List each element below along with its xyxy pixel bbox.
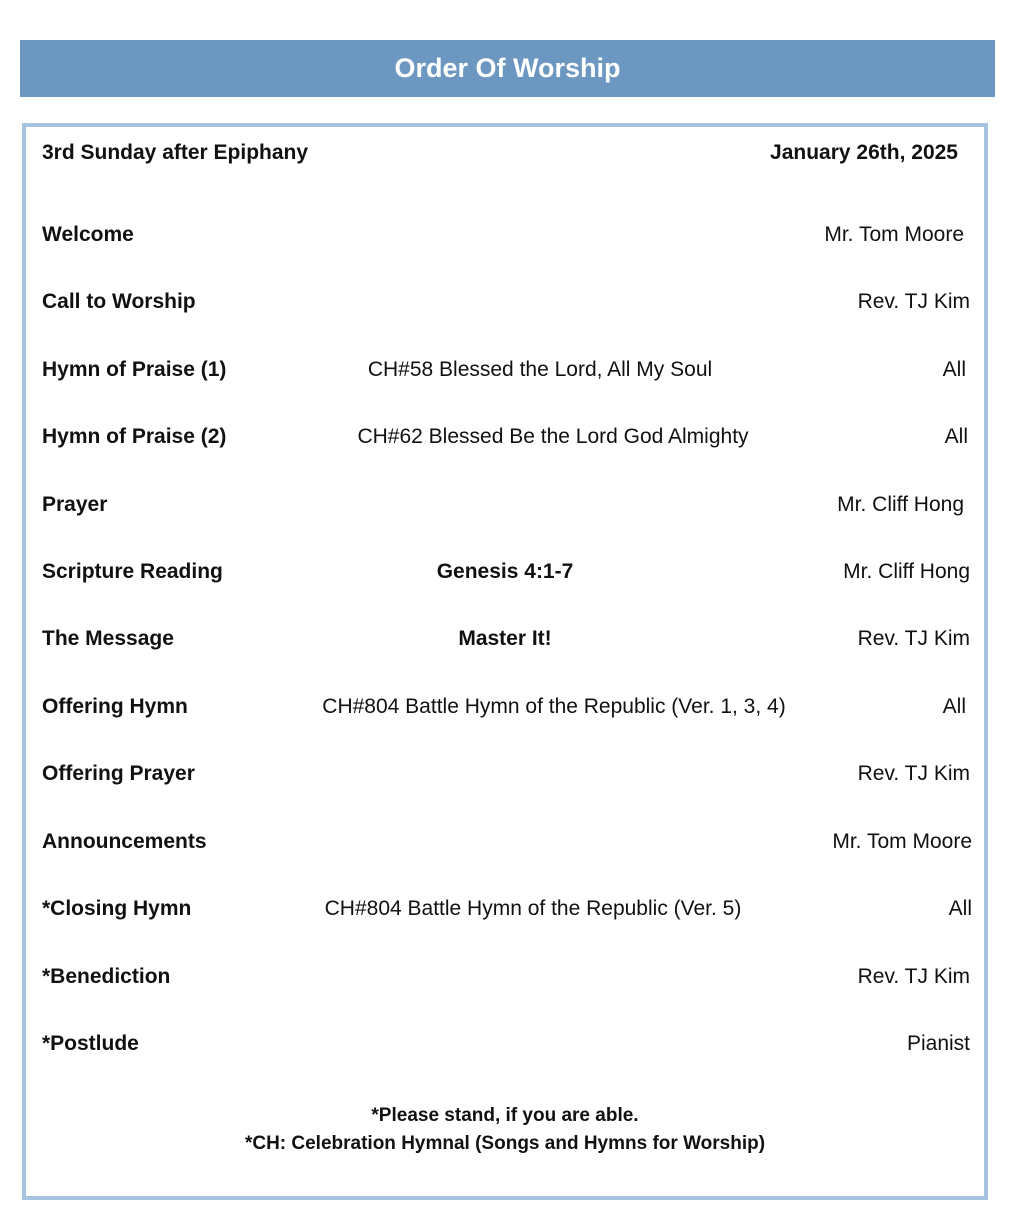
- list-item: [26, 692, 984, 722]
- order-of-worship-box: [22, 123, 988, 1200]
- service-info-row: [26, 138, 984, 168]
- item-label: Prayer: [42, 493, 108, 516]
- item-leader: Rev. TJ Kim: [857, 965, 970, 988]
- item-leader: Mr. Cliff Hong: [843, 560, 970, 583]
- stand-note: *Please stand, if you are able.: [371, 1105, 639, 1126]
- item-label: Hymn of Praise (2): [42, 425, 227, 448]
- item-label: Welcome: [42, 223, 134, 246]
- item-label: The Message: [42, 627, 174, 650]
- item-leader: All: [942, 358, 966, 381]
- item-leader: Rev. TJ Kim: [857, 290, 970, 313]
- item-label: Call to Worship: [42, 290, 196, 313]
- hymnal-note: *CH: Celebration Hymnal (Songs and Hymns for Worship): [244, 1133, 766, 1154]
- service-occasion: 3rd Sunday after Epiphany: [42, 141, 309, 164]
- list-item: [26, 1029, 984, 1059]
- item-detail: CH#804 Battle Hymn of the Republic (Ver. 5): [324, 897, 742, 920]
- item-detail: Genesis 4:1-7: [436, 560, 574, 583]
- item-label: *Closing Hymn: [42, 897, 192, 920]
- service-date: January 26th, 2025: [770, 141, 958, 164]
- item-leader: Rev. TJ Kim: [857, 762, 970, 785]
- page-title: Order Of Worship: [394, 53, 621, 83]
- list-item: [26, 827, 984, 857]
- item-leader: Mr. Cliff Hong: [837, 493, 964, 516]
- item-label: Offering Prayer: [42, 762, 195, 785]
- item-detail: Master It!: [458, 627, 552, 650]
- item-label: Hymn of Praise (1): [42, 358, 227, 381]
- list-item: [26, 287, 984, 317]
- item-leader: All: [944, 425, 968, 448]
- list-item: [26, 355, 984, 385]
- item-label: Announcements: [42, 830, 207, 853]
- item-detail: CH#58 Blessed the Lord, All My Soul: [367, 358, 713, 381]
- item-label: Offering Hymn: [42, 695, 188, 718]
- item-detail: CH#804 Battle Hymn of the Republic (Ver. 1, 3, 4): [322, 695, 786, 718]
- list-item: [26, 557, 984, 587]
- item-label: Scripture Reading: [42, 560, 223, 583]
- item-label: *Postlude: [42, 1032, 139, 1055]
- list-item: [26, 759, 984, 789]
- item-leader: Pianist: [906, 1032, 970, 1055]
- item-leader: All: [948, 897, 972, 920]
- item-leader: Rev. TJ Kim: [857, 627, 970, 650]
- list-item: [26, 624, 984, 654]
- list-item: [26, 894, 984, 924]
- list-item: [26, 220, 984, 250]
- item-label: *Benediction: [42, 965, 171, 988]
- list-item: [26, 490, 984, 520]
- item-leader: Mr. Tom Moore: [832, 830, 972, 853]
- list-item: [26, 422, 984, 452]
- item-leader: All: [942, 695, 966, 718]
- item-leader: Mr. Tom Moore: [824, 223, 964, 246]
- page-title-bar: [20, 40, 995, 97]
- item-detail: CH#62 Blessed Be the Lord God Almighty: [357, 425, 749, 448]
- list-item: [26, 962, 984, 992]
- footnotes: [26, 1102, 984, 1158]
